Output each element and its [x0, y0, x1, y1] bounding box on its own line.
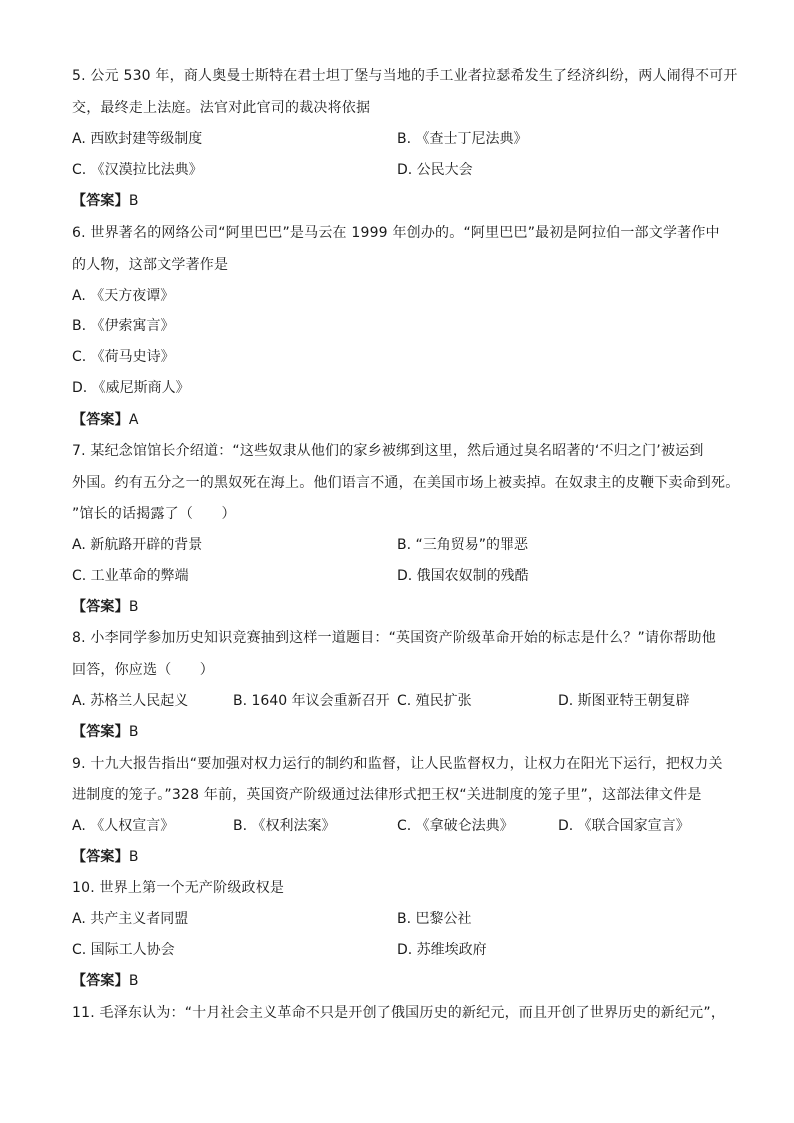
q6-answer: 【答案】A — [72, 412, 139, 428]
q7-stem-line2: 外国。约有五分之一的黑奴死在海上。他们语言不通，在美国市场上被卖掉。在奴隶主的皮鞭下卖命到死。 — [72, 475, 740, 491]
q5-option-c: C. 《汉漠拉比法典》 — [72, 162, 203, 178]
q6-stem-line1: 6. 世界著名的网络公司“阿里巴巴”是马云在 1999 年创办的。“阿里巴巴”最初是阿拉伯一部文学著作中 — [72, 225, 720, 241]
answer-label: 答案 — [86, 849, 115, 865]
q6-answer-value: A — [128, 412, 139, 428]
q5-answer: 【答案】B — [72, 193, 139, 209]
answer-label: 答案 — [86, 412, 115, 428]
q7-option-a: A. 新航路开辟的背景 — [72, 537, 203, 553]
q7-option-b: B. “三角贸易”的罪恶 — [397, 537, 529, 553]
q10-stem-line1: 10. 世界上第一个无产阶级政权是 — [72, 880, 285, 896]
answer-label: 答案 — [86, 973, 115, 989]
q9-option-b: B. 《权利法案》 — [233, 818, 336, 834]
q9-answer: 【答案】B — [72, 849, 139, 865]
q5-stem-line1: 5. 公元 530 年，商人奥曼士斯特在君士坦丁堡与当地的手工业者拉瑟希发生了经济纠纷，两人闹得不可开 — [72, 68, 738, 84]
q5-option-d: D. 公民大会 — [397, 162, 473, 178]
q9-answer-value: B — [128, 849, 139, 865]
q7-option-c: C. 工业革命的弊端 — [72, 568, 189, 584]
q10-option-b: B. 巴黎公社 — [397, 911, 472, 927]
q10-option-c: C. 国际工人协会 — [72, 942, 175, 958]
q7-option-d: D. 俄国农奴制的残酷 — [397, 568, 529, 584]
q6-stem-line2: 的人物，这部文学著作是 — [72, 257, 229, 273]
q5-option-a: A. 西欧封建等级制度 — [72, 131, 203, 147]
q8-answer-value: B — [128, 724, 139, 740]
q9-option-d: D. 《联合国家宣言》 — [558, 818, 690, 834]
answer-label: 答案 — [86, 724, 115, 740]
q7-answer: 【答案】B — [72, 599, 139, 615]
q7-stem-line1: 7. 某纪念馆馆长介绍道：“这些奴隶从他们的家乡被绑到这里，然后通过臭名昭著的‘不归之门’被运到 — [72, 443, 704, 459]
q6-option-b: B. 《伊索寓言》 — [72, 318, 175, 334]
answer-label: 答案 — [86, 193, 115, 209]
q7-stem-line3: ”馆长的话揭露了（ ） — [72, 506, 236, 522]
q9-option-c: C. 《拿破仑法典》 — [397, 818, 514, 834]
q10-answer-value: B — [128, 973, 139, 989]
q8-option-d: D. 斯图亚特王朝复辟 — [558, 693, 690, 709]
q10-option-d: D. 苏维埃政府 — [397, 942, 487, 958]
q8-option-a: A. 苏格兰人民起义 — [72, 693, 189, 709]
q8-option-c: C. 殖民扩张 — [397, 693, 472, 709]
answer-label: 答案 — [86, 599, 115, 615]
q9-stem-line1: 9. 十九大报告指出“要加强对权力运行的制约和监督，让人民监督权力，让权力在阳光下运行，把权力关 — [72, 756, 723, 772]
q6-option-a: A. 《天方夜谭》 — [72, 288, 175, 304]
q9-option-a: A. 《人权宣言》 — [72, 818, 175, 834]
q5-option-b: B. 《查士丁尼法典》 — [397, 131, 528, 147]
q8-answer: 【答案】B — [72, 724, 139, 740]
q10-answer: 【答案】B — [72, 973, 139, 989]
q8-option-b: B. 1640 年议会重新召开 — [233, 693, 390, 709]
q9-stem-line2: 进制度的笼子。”328 年前，英国资产阶级通过法律形式把王权“关进制度的笼子里”，这部法律文件是 — [72, 787, 702, 803]
q8-stem-line2: 回答，你应选（ ） — [72, 662, 214, 678]
q7-answer-value: B — [128, 599, 139, 615]
q11-stem-line1: 11. 毛泽东认为：“十月社会主义革命不只是开创了俄国历史的新纪元，而且开创了世界历史的新纪元”， — [72, 1005, 726, 1021]
q5-stem-line2: 交，最终走上法庭。法官对此官司的裁决将依据 — [72, 100, 371, 116]
q10-option-a: A. 共产主义者同盟 — [72, 911, 189, 927]
q6-option-c: C. 《荷马史诗》 — [72, 349, 175, 365]
q5-answer-value: B — [128, 193, 139, 209]
q8-stem-line1: 8. 小李同学参加历史知识竞赛抽到这样一道题目：“英国资产阶级革命开始的标志是什么？”请你帮助他 — [72, 630, 716, 646]
q6-option-d: D. 《威尼斯商人》 — [72, 380, 190, 396]
